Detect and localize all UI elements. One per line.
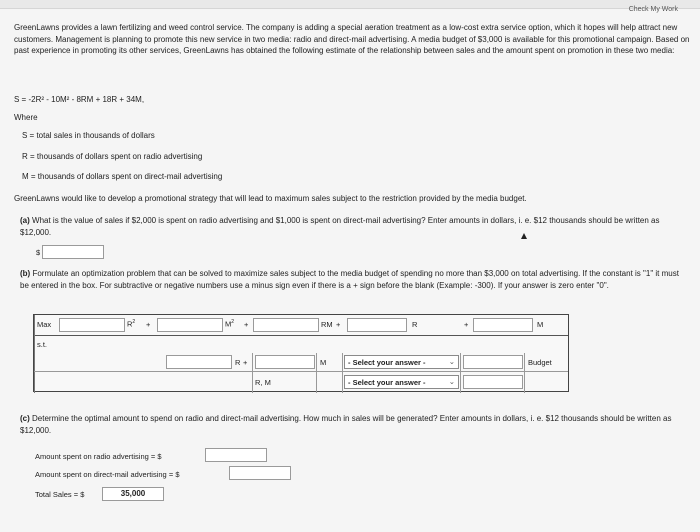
plus-sign: + — [464, 320, 469, 329]
m-term: M — [537, 320, 544, 329]
part-b-text: Formulate an optimization problem that can be solved to maximize sales subject to the media budget of spending no more than $3,000 on total advertising. If the constant is "1" it must be entered in the box. For subtractive or negative numbers use a minus sign even if there is a + sign before the blank (Example: -300). If your answer is zero enter "0". — [20, 269, 679, 290]
part-a-text: What is the value of sales if $2,000 is spent on radio advertising and $1,000 is spent on direct-mail advertising? Enter amounts in dollars, i. e. $12 thousands should be written as $12,000. — [20, 216, 660, 237]
constraint-m-term: M — [320, 358, 327, 367]
budget-label: Budget — [528, 358, 552, 367]
definition-m: M = thousands of dollars spent on direct-mail advertising — [22, 172, 223, 181]
m-squared-term: $M^2$ — [225, 319, 235, 329]
nonneg-variables: R, M — [255, 378, 271, 387]
radio-amount-input[interactable] — [205, 448, 267, 462]
m-squared-coef-input[interactable] — [157, 318, 223, 332]
plus-sign: + — [336, 320, 341, 329]
constraint-r-term: R — [235, 358, 241, 367]
subject-to-label: s.t. — [37, 340, 48, 349]
radio-label: Amount spent on radio advertising = $ — [35, 452, 162, 461]
chevron-down-icon: ⌄ — [448, 357, 455, 366]
mail-label: Amount spent on direct-mail advertising = $ — [35, 470, 180, 479]
rm-term: RM — [321, 320, 333, 329]
plus-sign: + — [146, 320, 151, 329]
constraint-r-coef-input[interactable] — [166, 355, 232, 369]
where-label: Where — [14, 113, 38, 122]
plus-sign: + — [243, 358, 248, 367]
budget-value-input[interactable] — [463, 355, 523, 369]
r-coef-input[interactable] — [347, 318, 407, 332]
top-bar — [0, 0, 700, 9]
nonneg-relation-select[interactable]: - Select your answer - ⌄ — [344, 375, 459, 389]
intro-paragraph: GreenLawns provides a lawn fertilizing and weed control service. The company is adding a special aeration treatment as a low-cost extra service option, which it hopes will help attract new customers. Management is planning to promote this new service in two media: radio and direct-mail advertising. A media budget of $3,000 is available for this promotional campaign. Based on past experience in promoting its other services, GreenLawns has obtained the following estimate of the relationship between sales and the amount spent on promotion in these two media: — [14, 23, 690, 55]
optimization-table — [33, 314, 569, 392]
total-sales-value[interactable]: 35,000 — [102, 487, 164, 501]
max-label: Max — [37, 320, 52, 329]
mail-amount-input[interactable] — [229, 466, 291, 480]
part-c-label: (c) — [20, 414, 30, 423]
part-b-question — [20, 268, 684, 291]
nonneg-value-input[interactable] — [463, 375, 523, 389]
constraint-m-coef-input[interactable] — [255, 355, 315, 369]
part-c-question — [20, 413, 684, 436]
sales-answer-input[interactable] — [42, 245, 104, 259]
part-a-question — [20, 215, 684, 238]
goal-text: GreenLawns would like to develop a promotional strategy that will lead to maximum sales subject to the restriction provided by the media budget. — [14, 194, 527, 203]
plus-sign: + — [244, 320, 249, 329]
check-work-link[interactable]: Check My Work — [628, 6, 678, 13]
constraint-relation-select[interactable]: - Select your answer - ⌄ — [344, 355, 459, 369]
r-term: R — [412, 320, 418, 329]
m-coef-input[interactable] — [473, 318, 533, 332]
r-squared-coef-input[interactable] — [59, 318, 125, 332]
mouse-cursor-icon — [521, 233, 527, 239]
part-a-label: (a) — [20, 216, 30, 225]
rm-coef-input[interactable] — [253, 318, 319, 332]
definition-r: R = thousands of dollars spent on radio advertising — [22, 152, 203, 161]
table-divider — [34, 335, 568, 336]
sales-equation: S = -2R² - 10M² - 8RM + 18R + 34M, — [14, 95, 145, 104]
r-squared-term: $R^2$ — [127, 319, 136, 329]
part-b-label: (b) — [20, 269, 31, 278]
total-sales-label: Total Sales = $ — [35, 490, 85, 499]
part-c-text: Determine the optimal amount to spend on radio and direct-mail advertising. How much in sales will be generated? Enter amounts in dollars, i. e. $12 thousands should be written as $12,000. — [20, 414, 672, 435]
part-a-currency: $ — [36, 248, 41, 257]
definition-s: S = total sales in thousands of dollars — [22, 131, 155, 140]
chevron-down-icon: ⌄ — [448, 377, 455, 386]
